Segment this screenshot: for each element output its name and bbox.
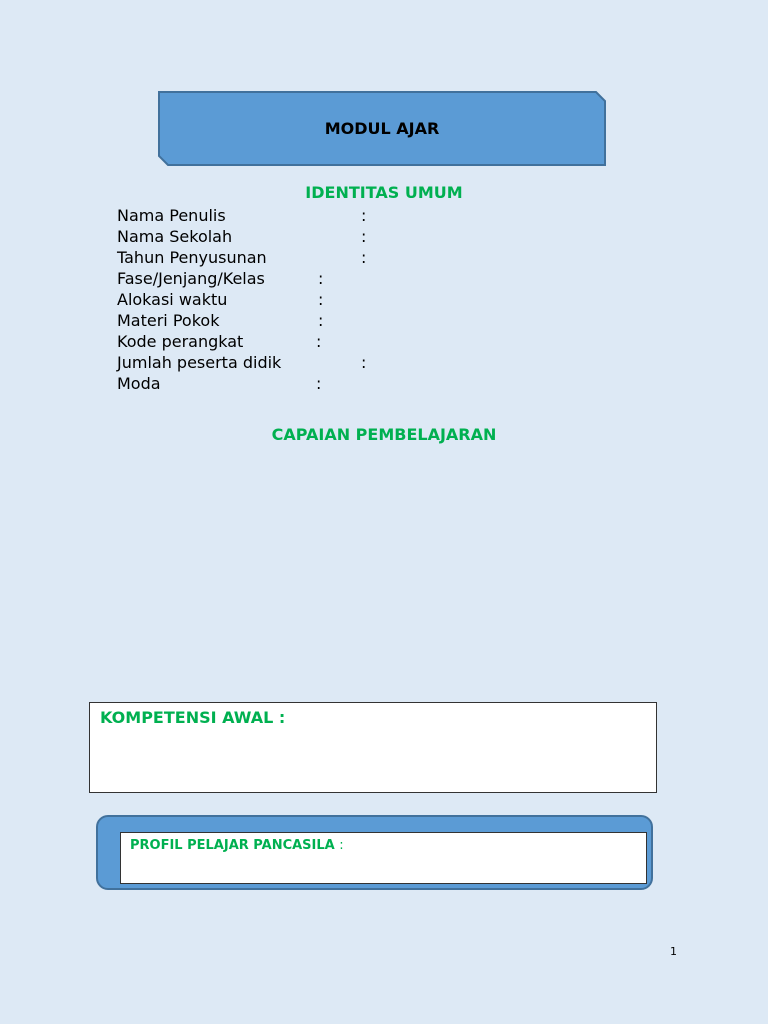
title-banner <box>158 91 606 166</box>
field-label: Alokasi waktu <box>117 290 228 309</box>
profil-colon: : <box>339 838 344 853</box>
field-fase-jenjang-kelas <box>117 268 324 289</box>
field-colon: : <box>316 332 322 351</box>
profil-box <box>120 832 647 884</box>
field-jumlah-peserta-didik <box>117 352 367 373</box>
field-label: Jumlah peserta didik <box>117 353 282 372</box>
field-colon: : <box>361 353 367 372</box>
profil-label <box>130 838 344 853</box>
field-colon: : <box>318 269 324 288</box>
field-label: Materi Pokok <box>117 311 220 330</box>
field-alokasi-waktu <box>117 289 324 310</box>
field-label: Moda <box>117 374 161 393</box>
profil-label-text: PROFIL PELAJAR PANCASILA <box>130 838 335 853</box>
kompetensi-title: KOMPETENSI AWAL : <box>100 708 286 727</box>
field-label: Fase/Jenjang/Kelas <box>117 269 265 288</box>
field-label: Nama Penulis <box>117 206 226 225</box>
field-label: Tahun Penyusunan <box>117 248 267 267</box>
page-title: MODUL AJAR <box>324 119 440 138</box>
identitas-heading: IDENTITAS UMUM <box>305 183 463 202</box>
field-moda <box>117 373 322 394</box>
field-colon: : <box>318 290 324 309</box>
page-number: 1 <box>670 945 677 958</box>
profil-frame <box>96 815 653 890</box>
field-nama-penulis <box>117 205 367 226</box>
field-label: Nama Sekolah <box>117 227 233 246</box>
kompetensi-box <box>89 702 657 793</box>
field-colon: : <box>361 206 367 225</box>
field-kode-perangkat <box>117 331 322 352</box>
field-nama-sekolah <box>117 226 367 247</box>
field-colon: : <box>316 374 322 393</box>
capaian-heading: CAPAIAN PEMBELAJARAN <box>271 425 497 444</box>
field-tahun-penyusunan <box>117 247 367 268</box>
field-colon: : <box>318 311 324 330</box>
field-colon: : <box>361 248 367 267</box>
field-materi-pokok <box>117 310 324 331</box>
field-colon: : <box>361 227 367 246</box>
field-label: Kode perangkat <box>117 332 244 351</box>
